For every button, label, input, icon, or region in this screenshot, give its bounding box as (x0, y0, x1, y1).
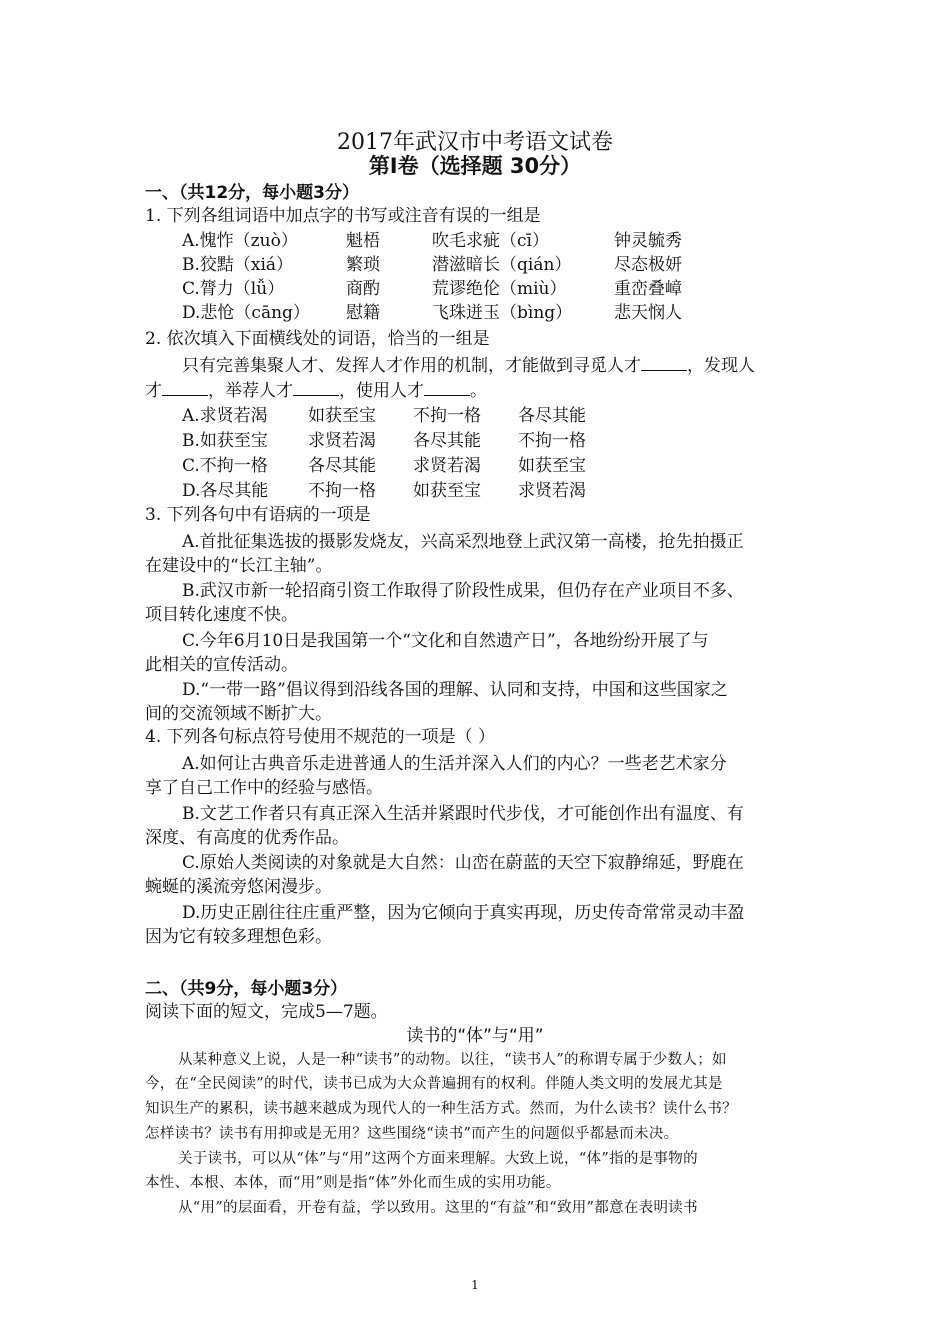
q1-a-2: 魁梧 (346, 231, 380, 251)
q3-d-line2: 间的交流领域不断扩大。 (145, 704, 332, 724)
q1-d-3: 飞珠迸玉（bìng） (432, 303, 573, 323)
q2-c-1: C.不拘一格 (182, 456, 268, 476)
article-line-6: 本性、本根、本体，而“用”则是指“体”外化而生成的实用功能。 (145, 1175, 561, 1191)
exam-title: 2017年武汉市中考语文试卷 (337, 130, 613, 155)
q2-d-1: D.各尽其能 (182, 481, 269, 501)
q1-d-4: 悲天悯人 (614, 303, 682, 323)
q2-para1-b: ，发现人 (687, 356, 755, 376)
q2-d-2: 不拘一格 (308, 481, 376, 501)
q2-blank-1 (641, 356, 687, 371)
q1-a-3: 吹毛求疵（cī） (432, 231, 549, 251)
q2-blank-4 (424, 381, 470, 396)
page-number: 1 (471, 1278, 479, 1292)
exam-subtitle: 第Ⅰ卷（选择题 30分） (368, 154, 582, 178)
q2-a-3: 不拘一格 (413, 406, 481, 426)
q1-d-1: D.悲怆（cāng） (182, 303, 310, 323)
q4-d-line1: D.历史正剧往往庄重严整，因为它倾向于真实再现，历史传奇常常灵动丰盈 (182, 903, 745, 923)
q4-stem: 4. 下列各句标点符号使用不规范的一项是（ ） (145, 727, 496, 747)
article-line-2: 今，在“全民阅读”的时代，读书已成为大众普遍拥有的权利。伴随人类文明的发展尤其是 (145, 1076, 723, 1092)
q1-c-1: C.膂力（lǚ） (182, 279, 285, 299)
q2-para1-a: 只有完善集聚人才、发挥人才作用的机制，才能做到寻觅人才 (182, 356, 641, 376)
q2-para2-d: 。 (470, 381, 487, 401)
article-line-7: 从“用”的层面看，开卷有益，学以致用。这里的“有益”和“致用”都意在表明读书 (178, 1200, 698, 1216)
q2-d-3: 如获至宝 (413, 481, 481, 501)
q3-d-line1: D.“一带一路”倡议得到沿线各国的理解、认同和支持，中国和这些国家之 (182, 680, 728, 700)
q2-a-4: 各尽其能 (518, 406, 586, 426)
q4-d-line2: 因为它有较多理想色彩。 (145, 927, 332, 947)
section1-heading: 一、（共12分，每小题3分） (145, 183, 359, 203)
article-line-3: 知识生产的累积，读书越来越成为现代人的一种生活方式。然而，为什么读书？读什么书？ (145, 1101, 737, 1117)
q2-b-1: B.如获至宝 (182, 431, 268, 451)
q1-b-3: 潜滋暗长（qián） (432, 255, 572, 275)
q3-b-line2: 项目转化速度不快。 (145, 605, 298, 625)
q3-a-line2: 在建设中的“长江主轴”。 (145, 556, 333, 576)
q2-paragraph-line2 (145, 376, 487, 401)
q1-b-4: 尽态极妍 (614, 255, 682, 275)
q2-c-3: 求贤若渴 (413, 456, 481, 476)
q1-b-2: 繁琐 (346, 255, 380, 275)
q2-b-4: 不拘一格 (518, 431, 586, 451)
article-line-5: 关于读书，可以从“体”与“用”这两个方面来理解。大致上说，“体”指的是事物的 (178, 1151, 698, 1167)
section2-intro: 阅读下面的短文，完成5—7题。 (145, 1002, 388, 1022)
article-line-1: 从某种意义上说，人是一种“读书”的动物。以往，“读书人”的称谓专属于少数人；如 (178, 1052, 727, 1068)
q2-b-2: 求贤若渴 (308, 431, 376, 451)
q1-c-4: 重峦叠嶂 (614, 279, 682, 299)
q2-para2-c: ，使用人才 (339, 381, 424, 401)
q2-blank-3 (293, 381, 339, 396)
q2-a-1: A.求贤若渴 (182, 406, 268, 426)
article-line-4: 怎样读书？读书有用抑或是无用？这些围绕“读书”而产生的问题似乎都悬而未决。 (145, 1126, 679, 1142)
q2-blank-2 (162, 381, 208, 396)
q1-stem: 1. 下列各组词语中加点字的书写或注音有误的一组是 (145, 206, 541, 226)
q4-b-line1: B.文艺工作者只有真正深入生活并紧跟时代步伐，才可能创作出有温度、有 (182, 804, 744, 824)
q4-b-line2: 深度、有高度的优秀作品。 (145, 828, 349, 848)
q2-stem: 2. 依次填入下面横线处的词语，恰当的一组是 (145, 329, 490, 349)
q1-b-1: B.狡黠（xiá） (182, 255, 294, 275)
q3-c-line2: 此相关的宣传活动。 (145, 655, 298, 675)
q3-stem: 3. 下列各句中有语病的一项是 (145, 505, 371, 525)
q2-para2-a: 才 (145, 381, 162, 401)
q2-c-2: 各尽其能 (308, 456, 376, 476)
q3-a-line1: A.首批征集选拔的摄影发烧友，兴高采烈地登上武汉第一高楼，抢先拍摄正 (182, 532, 744, 552)
q2-b-3: 各尽其能 (413, 431, 481, 451)
q2-paragraph-line1 (182, 351, 755, 376)
q3-b-line1: B.武汉市新一轮招商引资工作取得了阶段性成果，但仍存在产业项目不多、 (182, 581, 744, 601)
q4-c-line1: C.原始人类阅读的对象就是大自然：山峦在蔚蓝的天空下寂静绵延，野鹿在 (182, 853, 744, 873)
q1-d-2: 慰籍 (346, 303, 380, 323)
q3-c-line1: C.今年6月10日是我国第一个“文化和自然遗产日”，各地纷纷开展了与 (182, 631, 709, 651)
q2-d-4: 求贤若渴 (518, 481, 586, 501)
article-title: 读书的“体”与“用” (406, 1026, 544, 1046)
q2-c-4: 如获至宝 (518, 456, 586, 476)
q1-c-2: 商酌 (346, 279, 380, 299)
q2-a-2: 如获至宝 (308, 406, 376, 426)
section2-heading: 二、（共9分，每小题3分） (145, 979, 348, 999)
q2-para2-b: ，举荐人才 (208, 381, 293, 401)
q1-a-4: 钟灵毓秀 (614, 231, 682, 251)
q1-a-1: A.愧怍（zuò） (182, 231, 298, 251)
q1-c-3: 荒谬绝伦（miù） (432, 279, 567, 299)
q4-a-line1: A.如何让古典音乐走进普通人的生活并深入人们的内心？一些老艺术家分 (182, 754, 727, 774)
q4-c-line2: 蜿蜒的溪流旁悠闲漫步。 (145, 877, 332, 897)
q4-a-line2: 享了自己工作中的经验与感悟。 (145, 778, 383, 798)
